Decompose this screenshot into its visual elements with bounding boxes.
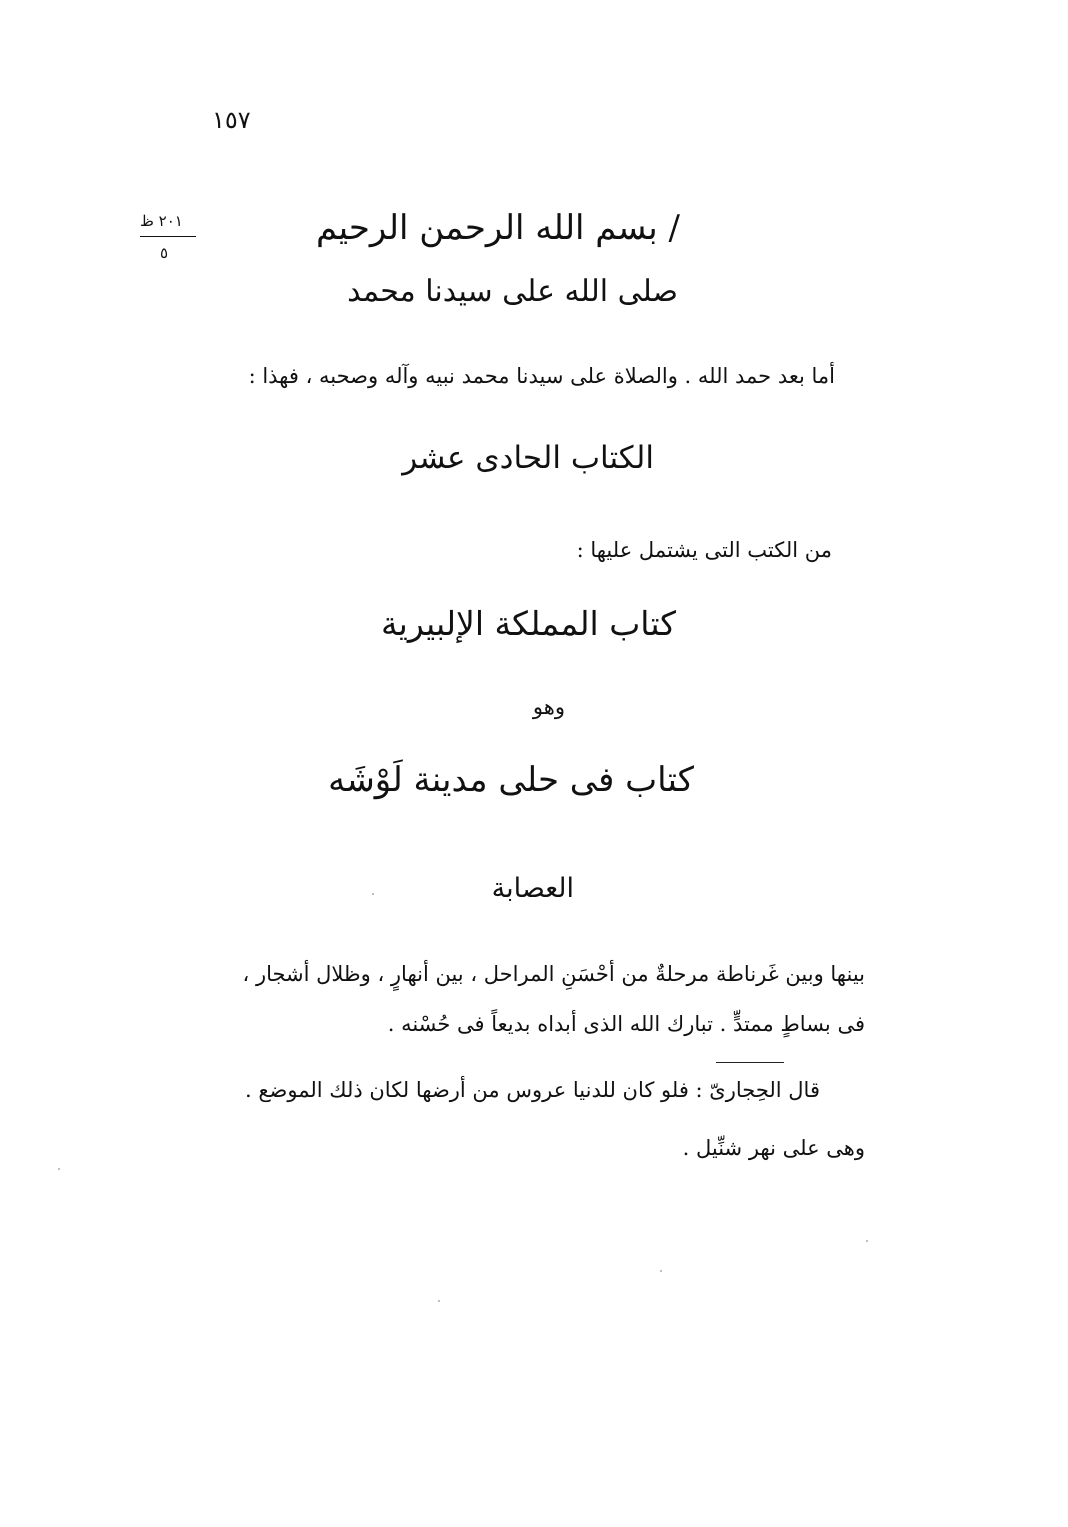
margin-folio-reference: ٢٠١ ظ bbox=[140, 212, 183, 230]
note-divider bbox=[716, 1062, 784, 1063]
title-iberia: كتاب المملكة الإلبيرية bbox=[380, 604, 676, 643]
sub-intro-line: من الكتب التى يشتمل عليها : bbox=[576, 538, 832, 562]
basmala-line: / بسم الله الرحمن الرحيم bbox=[316, 208, 680, 248]
book-heading: الكتاب الحادى عشر bbox=[402, 440, 654, 476]
section-heading: العصابة bbox=[491, 873, 574, 904]
salawat-line: صلى الله على سيدنا محمد bbox=[347, 274, 678, 309]
intro-line: أما بعد حمد الله . والصلاة على سيدنا محمد نبيه وآله وصحبه ، فهذا : bbox=[248, 364, 835, 388]
scan-speck bbox=[438, 1300, 440, 1302]
margin-page-number: ٥ bbox=[160, 244, 169, 262]
margin-divider bbox=[140, 236, 196, 237]
body-paragraph-line-1: بينها وبين غَرناطة مرحلةٌ من أحْسَنِ المراحل ، بين أنهارٍ ، وظلال أشجار ، bbox=[242, 962, 865, 986]
scan-speck bbox=[866, 1240, 868, 1242]
title-connector: وهو bbox=[532, 695, 565, 719]
scan-speck bbox=[58, 1168, 60, 1170]
note-line-2: وهى على نهر شنِّيل . bbox=[682, 1136, 865, 1160]
page-number: ١٥٧ bbox=[212, 106, 251, 134]
title-loja: كتاب فى حلى مدينة لَوْشَه bbox=[328, 760, 694, 800]
scan-speck bbox=[660, 1270, 662, 1272]
body-paragraph-line-2: فى بساطٍ ممتدٍّ . تبارك الله الذى أبداه بديعاً فى حُسْنه . bbox=[387, 1012, 865, 1036]
scan-speck bbox=[372, 893, 374, 895]
note-line-1: قال الحِجارىّ : فلو كان للدنيا عروس من أرضها لكان ذلك الموضع . bbox=[245, 1078, 820, 1102]
